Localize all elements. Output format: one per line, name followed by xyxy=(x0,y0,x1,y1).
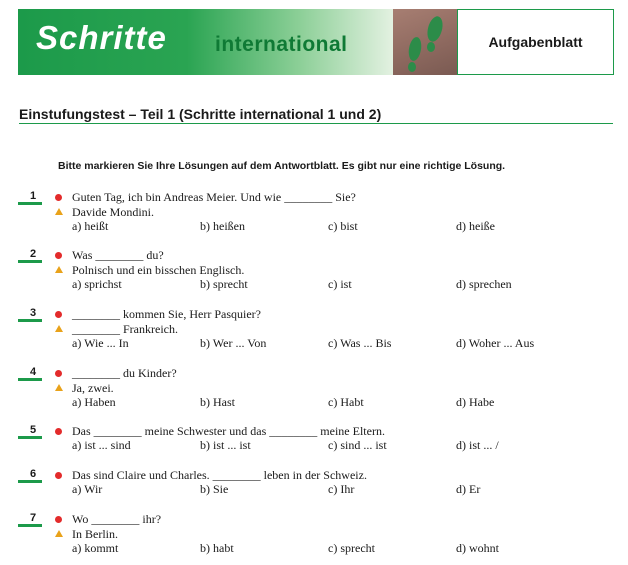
question-line-2: ________ Frankreich. xyxy=(72,322,178,336)
option-c[interactable]: c) Habt xyxy=(328,395,364,409)
speaker-b-triangle-icon xyxy=(55,325,63,332)
question-number-bar xyxy=(18,260,42,263)
option-a[interactable]: a) kommt xyxy=(72,541,119,555)
option-d[interactable]: d) Habe xyxy=(456,395,495,409)
question-number: 2 xyxy=(30,248,37,260)
option-d[interactable]: d) ist ... / xyxy=(456,438,499,452)
speaker-a-dot-icon xyxy=(55,252,62,259)
speaker-b-triangle-icon xyxy=(55,530,63,537)
page-title: Einstufungstest – Teil 1 (Schritte international 1 und 2) xyxy=(19,106,382,122)
question-number: 1 xyxy=(30,190,37,202)
question-line-1: Das sind Claire und Charles. ________ leben in der Schweiz. xyxy=(72,468,367,482)
question-number-bar xyxy=(18,480,42,483)
question-line-2: Ja, zwei. xyxy=(72,381,114,395)
option-d[interactable]: d) heiße xyxy=(456,219,495,233)
question-line-2: Polnisch und ein bisschen Englisch. xyxy=(72,263,245,277)
option-c[interactable]: c) bist xyxy=(328,219,358,233)
option-c[interactable]: c) Was ... Bis xyxy=(328,336,392,350)
option-b[interactable]: b) sprecht xyxy=(200,277,248,291)
sheet-type-label: Aufgabenblatt xyxy=(488,34,583,50)
speaker-b-triangle-icon xyxy=(55,266,63,273)
option-a[interactable]: a) Haben xyxy=(72,395,116,409)
speaker-a-dot-icon xyxy=(55,516,62,523)
speaker-a-dot-icon xyxy=(55,428,62,435)
option-b[interactable]: b) Wer ... Von xyxy=(200,336,267,350)
question-number: 5 xyxy=(30,424,37,436)
question-line-1: Was ________ du? xyxy=(72,248,164,262)
option-d[interactable]: d) Woher ... Aus xyxy=(456,336,535,350)
question-line-1: ________ du Kinder? xyxy=(72,366,177,380)
option-b[interactable]: b) ist ... ist xyxy=(200,438,251,452)
option-d[interactable]: d) wohnt xyxy=(456,541,499,555)
sheet-type-box xyxy=(457,9,614,75)
question-number: 3 xyxy=(30,307,37,319)
option-b[interactable]: b) heißen xyxy=(200,219,245,233)
question-number-bar xyxy=(18,319,42,322)
footprints-icon xyxy=(393,9,457,75)
speaker-b-triangle-icon xyxy=(55,208,63,215)
option-a[interactable]: a) sprichst xyxy=(72,277,122,291)
option-a[interactable]: a) ist ... sind xyxy=(72,438,131,452)
option-d[interactable]: d) sprechen xyxy=(456,277,512,291)
question-line-2: Davide Mondini. xyxy=(72,205,154,219)
question-line-1: ________ kommen Sie, Herr Pasquier? xyxy=(72,307,261,321)
option-b[interactable]: b) Hast xyxy=(200,395,235,409)
question-line-2: In Berlin. xyxy=(72,527,118,541)
title-divider xyxy=(19,123,613,124)
question-line-1: Wo ________ ihr? xyxy=(72,512,162,526)
question-number: 4 xyxy=(30,366,37,378)
question-number-bar xyxy=(18,378,42,381)
option-b[interactable]: b) Sie xyxy=(200,482,229,496)
option-d[interactable]: d) Er xyxy=(456,482,481,496)
option-c[interactable]: c) Ihr xyxy=(328,482,355,496)
question-number-bar xyxy=(18,436,42,439)
option-a[interactable]: a) Wie ... In xyxy=(72,336,129,350)
brand-logo-text: Schritte xyxy=(36,19,167,56)
option-c[interactable]: c) ist xyxy=(328,277,352,291)
brand-subtitle: international xyxy=(215,33,348,56)
question-number: 7 xyxy=(30,512,37,524)
option-b[interactable]: b) habt xyxy=(200,541,234,555)
question-number-bar xyxy=(18,202,42,205)
option-a[interactable]: a) Wir xyxy=(72,482,103,496)
option-c[interactable]: c) sprecht xyxy=(328,541,375,555)
header-banner xyxy=(18,9,393,75)
speaker-a-dot-icon xyxy=(55,370,62,377)
speaker-a-dot-icon xyxy=(55,194,62,201)
speaker-a-dot-icon xyxy=(55,311,62,318)
option-c[interactable]: c) sind ... ist xyxy=(328,438,387,452)
option-a[interactable]: a) heißt xyxy=(72,219,109,233)
question-number-bar xyxy=(18,524,42,527)
instruction-text: Bitte markieren Sie Ihre Lösungen auf dem Antwortblatt. Es gibt nur eine richtige Lösung. xyxy=(58,160,506,172)
question-line-1: Das ________ meine Schwester und das ________ meine Eltern. xyxy=(72,424,385,438)
question-number: 6 xyxy=(30,468,37,480)
speaker-b-triangle-icon xyxy=(55,384,63,391)
speaker-a-dot-icon xyxy=(55,472,62,479)
footprints-image xyxy=(393,9,457,75)
question-line-1: Guten Tag, ich bin Andreas Meier. Und wie ________ Sie? xyxy=(72,190,356,204)
